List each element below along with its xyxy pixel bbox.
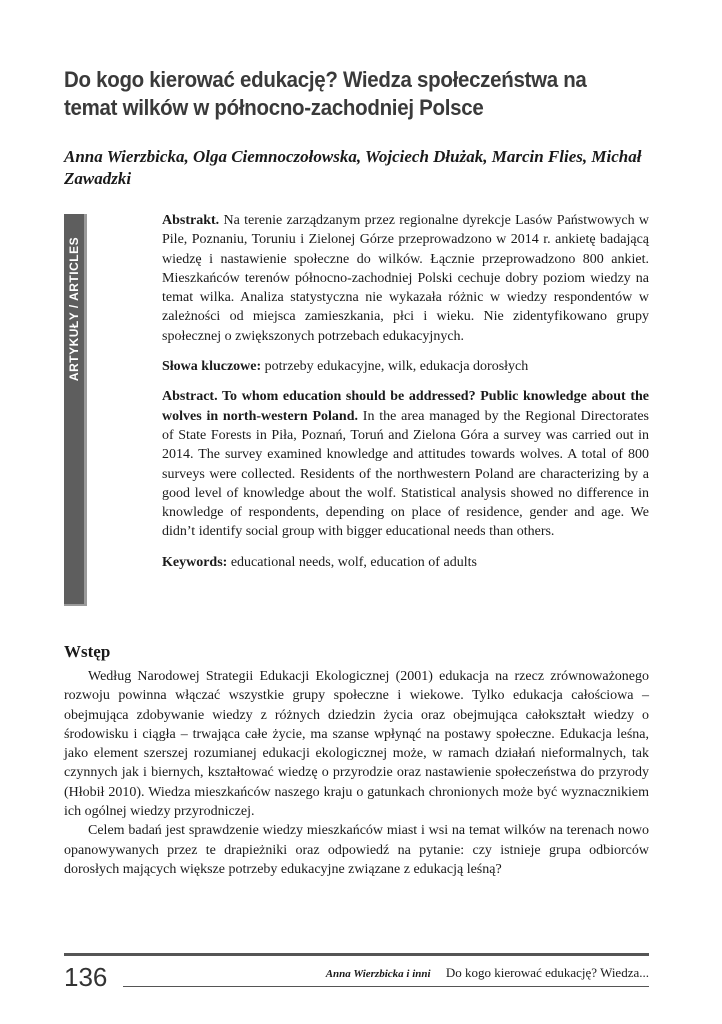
abstract-pl [162,211,649,346]
article-title: Do kogo kierować edukację? Wiedza społeczeństwa na temat wilków w północno-zachodniej Polsce [64,67,587,120]
abstract-en [162,387,649,541]
footer-underline [123,986,649,987]
footer-rule [64,953,649,956]
intro-body [64,667,649,879]
keywords-en [162,553,649,572]
keywords-pl [162,357,649,376]
abstract-en-text: In the area managed by the Regional Directorates of State Forests in Piła, Poznań, Toruń and Zielona Góra a survey was carried out in 2014. The survey examined knowledge and attitudes towards wolves. A total of 800 surveys were collected. Residents of the northwestern Poland are characterizing by a good level of knowledge about the wolf. Statistical analysis showed no difference in knowledge of respondents, depending on place of residence, gender and age. We didn’t identify social group with bigger educational needs than others. [162,408,650,540]
keywords-pl-text: potrzeby edukacyjne, wilk, edukacja dorosłych [264,359,529,375]
paragraph: Według Narodowej Strategii Edukacji Ekologicznej (2001) edukacja na rzecz zrównoważonego rozwoju powinna włączać wszystkie grupy społeczne i wiekowe. Tylko edukacja całościowa – obejmująca zdobywanie wiedzy z różnych dziedzin życia oraz obejmująca całokształt wiedzy o środowisku i ciągła – trwająca całe życie, ma szanse wpłynąć na postawy społeczne. Edukacja leśna, jako element szerszej rozumianej edukacji ekologicznej może, w ramach działań nieformalnych, tak czynnych jak i biernych, kształtować wiedzę o przyrodzie oraz nastawienie społeczeństwa do przyrody (Hłobił 2010). Wiedza mieszkańców naszego kraju o gatunkach chronionych może być wyznacznikiem ich ogólnej wiedzy przyrodniczej. [64,669,649,820]
section-tab [64,214,87,606]
section-tab-label: ARTYKUŁY / ARTICLES [67,236,81,382]
abstract-pl-label: Abstrakt. [162,213,220,228]
abstract-pl-text: Na terenie zarządzanym przez regionalne dyrekcje Lasów Państwowych w Pile, Poznaniu, Toruniu i Zielonej Górze przeprowadzono w 2014 r. ankietę badającą wiedzę i nastawienie społeczne do wilków. Łącznie przeprowadzono 800 ankiet. Mieszkańców terenów północno-zachodniej Polski cechuje dobry poziom wiedzy na temat wilka. Analiza statystyczna nie wykazała różnic w wiedzy respondentów w zależności od miejsca zamieszkania, płci i wieku. Nie zidentyfikowano grupy społecznej o zwiększonych potrzebach edukacyjnych. [162,213,649,344]
running-title: Do kogo kierować edukację? Wiedza... [445,965,649,980]
page-number: 136 [64,962,108,992]
article-authors: Anna Wierzbicka, Olga Ciemnoczołowska, Wojciech Dłużak, Marcin Flies, Michał Zawadzki [64,147,642,188]
keywords-en-text: educational needs, wolf, education of adults [230,554,477,570]
keywords-en-label: Keywords: [162,554,228,570]
section-heading: Wstęp [64,642,111,661]
running-author: Anna Wierzbicka i inni [325,968,431,980]
abstracts-block [162,211,649,583]
running-head [326,965,649,981]
keywords-pl-label: Słowa kluczowe: [162,359,262,375]
abstract-en-label: Abstract. To whom education should be addressed? Public knowledge about the wolves in north-western Poland. [162,389,649,424]
paragraph: Celem badań jest sprawdzenie wiedzy mieszkańców miast i wsi na temat wilków na terenach nowo opanowywanych przez te drapieżniki oraz odpowiedź na pytanie: czy istnieje grupa odbiorców dorosłych mających większe potrzeby edukacyjne związane z edukacją leśną? [64,823,649,877]
